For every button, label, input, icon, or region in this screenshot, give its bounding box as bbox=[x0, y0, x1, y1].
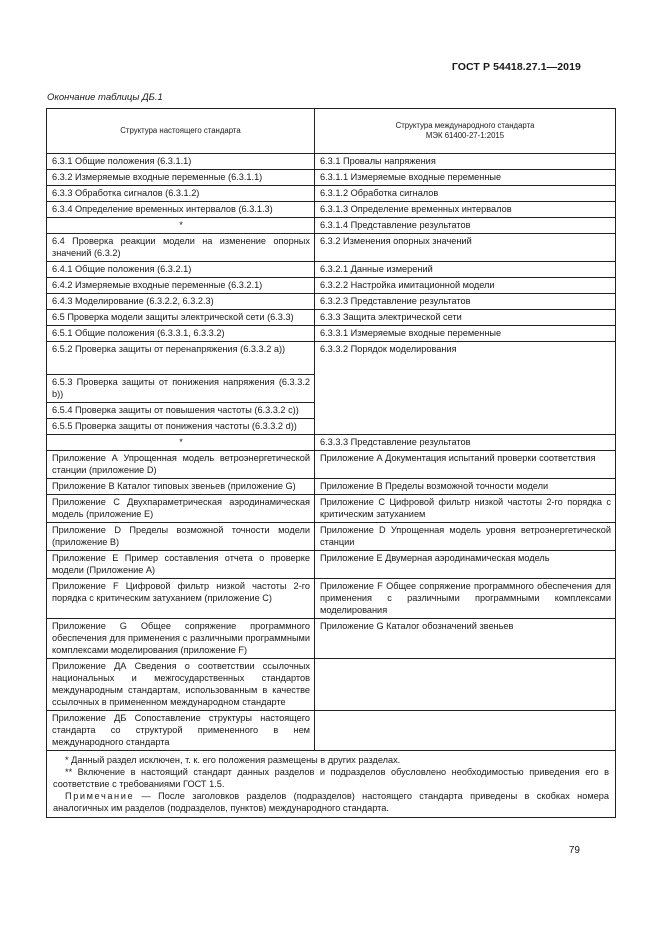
table-caption: Окончание таблицы ДБ.1 bbox=[47, 92, 163, 103]
table-notes bbox=[47, 751, 616, 818]
table-row bbox=[47, 579, 616, 619]
cell-international: Приложение F Общее сопряжение программного обеспечения для применения с различными программными комплексами моделирования bbox=[315, 579, 616, 619]
footnote-double-star: ** Включение в настоящий стандарт данных разделов и подразделов обусловлено необходимостью приведения его в соответствие с требованиями ГОСТ 1.5. bbox=[53, 767, 609, 789]
table-row bbox=[47, 551, 616, 579]
table-row bbox=[47, 451, 616, 479]
cell-national: Приложение А Упрощенная модель ветроэнергетической станции (приложение D) bbox=[47, 451, 315, 479]
cell-international: 6.3.3.3 Представление результатов bbox=[315, 435, 616, 451]
table-row bbox=[47, 186, 616, 202]
cell-international: 6.3.1.2 Обработка сигналов bbox=[315, 186, 616, 202]
cell-international: 6.3.3.1 Измеряемые входные переменные bbox=[315, 326, 616, 342]
table-row bbox=[47, 495, 616, 523]
cell-international: Приложение Е Двумерная аэродинамическая модель bbox=[315, 551, 616, 579]
cell-international: Приложение G Каталог обозначений звеньев bbox=[315, 619, 616, 659]
table-row bbox=[47, 326, 616, 342]
cell-international: 6.3.2 Изменения опорных значений bbox=[315, 234, 616, 262]
comparison-table bbox=[46, 108, 616, 818]
table-row bbox=[47, 234, 616, 262]
cell-international: 6.3.1.3 Определение временных интервалов bbox=[315, 202, 616, 218]
table-row bbox=[47, 262, 616, 278]
note bbox=[53, 790, 609, 814]
table-row bbox=[47, 619, 616, 659]
table-row bbox=[47, 479, 616, 495]
table-row bbox=[47, 218, 616, 234]
cell-national: 6.3.2 Измеряемые входные переменные (6.3.1.1) bbox=[47, 170, 315, 186]
table-row bbox=[47, 435, 616, 451]
cell-national: 6.5.4 Проверка защиты от повышения частоты (6.3.3.2 c)) bbox=[47, 403, 315, 419]
cell-national: 6.3.1 Общие положения (6.3.1.1) bbox=[47, 154, 315, 170]
cell-national: 6.4.3 Моделирование (6.3.2.2, 6.3.2.3) bbox=[47, 294, 315, 310]
cell-international: 6.3.1.4 Представление результатов bbox=[315, 218, 616, 234]
table-row bbox=[47, 154, 616, 170]
cell-national: 6.4.2 Измеряемые входные переменные (6.3.2.1) bbox=[47, 278, 315, 294]
col2-header-line2: МЭК 61400-27-1:2015 bbox=[425, 131, 505, 140]
table-row bbox=[47, 342, 616, 375]
cell-national: 6.4.1 Общие положения (6.3.2.1) bbox=[47, 262, 315, 278]
cell-national: Приложение С Двухпараметрическая аэродинамическая модель (приложение Е) bbox=[47, 495, 315, 523]
cell-national: 6.5 Проверка модели защиты электрической сети (6.3.3) bbox=[47, 310, 315, 326]
document-code: ГОСТ Р 54418.27.1—2019 bbox=[451, 61, 581, 73]
cell-international: Приложение D Упрощенная модель уровня ветроэнергетической станции bbox=[315, 523, 616, 551]
col1-header: Структура настоящего стандарта bbox=[47, 109, 315, 154]
cell-national: 6.3.4 Определение временных интервалов (6.3.1.3) bbox=[47, 202, 315, 218]
cell-national: 6.5.1 Общие положения (6.3.3.1, 6.3.3.2) bbox=[47, 326, 315, 342]
table-header-row bbox=[47, 109, 616, 154]
cell-national: 6.3.3 Обработка сигналов (6.3.1.2) bbox=[47, 186, 315, 202]
cell-national: Приложение ДБ Сопоставление структуры настоящего стандарта со структурой примененного в нем международного стандарта bbox=[47, 711, 315, 751]
cell-international: 6.3.3 Защита электрической сети bbox=[315, 310, 616, 326]
table-row bbox=[47, 278, 616, 294]
table-row bbox=[47, 711, 616, 751]
cell-national: Приложение D Пределы возможной точности модели (приложение В) bbox=[47, 523, 315, 551]
cell-international-empty bbox=[315, 659, 616, 711]
cell-national: Приложение В Каталог типовых звеньев (приложение G) bbox=[47, 479, 315, 495]
cell-national: Приложение ДА Сведения о соответствии ссылочных национальных и межгосударственных стандартов международным стандартам, использованным в качестве ссылочных в примененном международном стандарте bbox=[47, 659, 315, 711]
cell-international: 6.3.2.2 Настройка имитационной модели bbox=[315, 278, 616, 294]
table-row bbox=[47, 659, 616, 711]
cell-national: 6.5.2 Проверка защиты от перенапряжения (6.3.3.2 a)) bbox=[47, 342, 315, 375]
cell-international: 6.3.2.1 Данные измерений bbox=[315, 262, 616, 278]
cell-international: Приложение В Пределы возможной точности модели bbox=[315, 479, 616, 495]
table-row bbox=[47, 310, 616, 326]
table-row bbox=[47, 523, 616, 551]
cell-national-excluded: * bbox=[47, 435, 315, 451]
table-row bbox=[47, 294, 616, 310]
cell-national: Приложение Е Пример составления отчета о проверке модели (Приложение А) bbox=[47, 551, 315, 579]
cell-international: 6.3.1.1 Измеряемые входные переменные bbox=[315, 170, 616, 186]
note-label: Примечание bbox=[65, 791, 135, 801]
cell-national: Приложение F Цифровой фильтр низкой частоты 2-го порядка с критическим затуханием (приложение С) bbox=[47, 579, 315, 619]
table-notes-row bbox=[47, 751, 616, 818]
page-number: 79 bbox=[568, 845, 580, 856]
cell-international: Приложение А Документация испытаний проверки соответствия bbox=[315, 451, 616, 479]
cell-international: 6.3.1 Провалы напряжения bbox=[315, 154, 616, 170]
col2-header bbox=[315, 109, 616, 154]
cell-international: 6.3.2.3 Представление результатов bbox=[315, 294, 616, 310]
cell-national-excluded: * bbox=[47, 218, 315, 234]
cell-international-empty bbox=[315, 711, 616, 751]
cell-national: Приложение G Общее сопряжение программного обеспечения для применения с различными программными комплексами моделирования (приложение F) bbox=[47, 619, 315, 659]
table-row bbox=[47, 170, 616, 186]
cell-national: 6.5.5 Проверка защиты от понижения частоты (6.3.3.2 d)) bbox=[47, 419, 315, 435]
cell-international-merged: 6.3.3.2 Порядок моделирования bbox=[315, 342, 616, 435]
col2-header-line1: Структура международного стандарта bbox=[395, 120, 535, 130]
footnote-single-star: * Данный раздел исключен, т. к. его положения размещены в других разделах. bbox=[65, 755, 401, 765]
cell-national: 6.4 Проверка реакции модели на изменение опорных значений (6.3.2) bbox=[47, 234, 315, 262]
table-row bbox=[47, 202, 616, 218]
note-text: — После заголовков разделов (подразделов) настоящего стандарта приведены в скобках номера аналогичных им разделов (подразделов, пунктов) международного стандарта. bbox=[53, 791, 609, 813]
cell-national: 6.5.3 Проверка защиты от понижения напряжения (6.3.3.2 b)) bbox=[47, 375, 315, 403]
cell-international: Приложение С Цифровой фильтр низкой частоты 2-го порядка с критическим затуханием bbox=[315, 495, 616, 523]
